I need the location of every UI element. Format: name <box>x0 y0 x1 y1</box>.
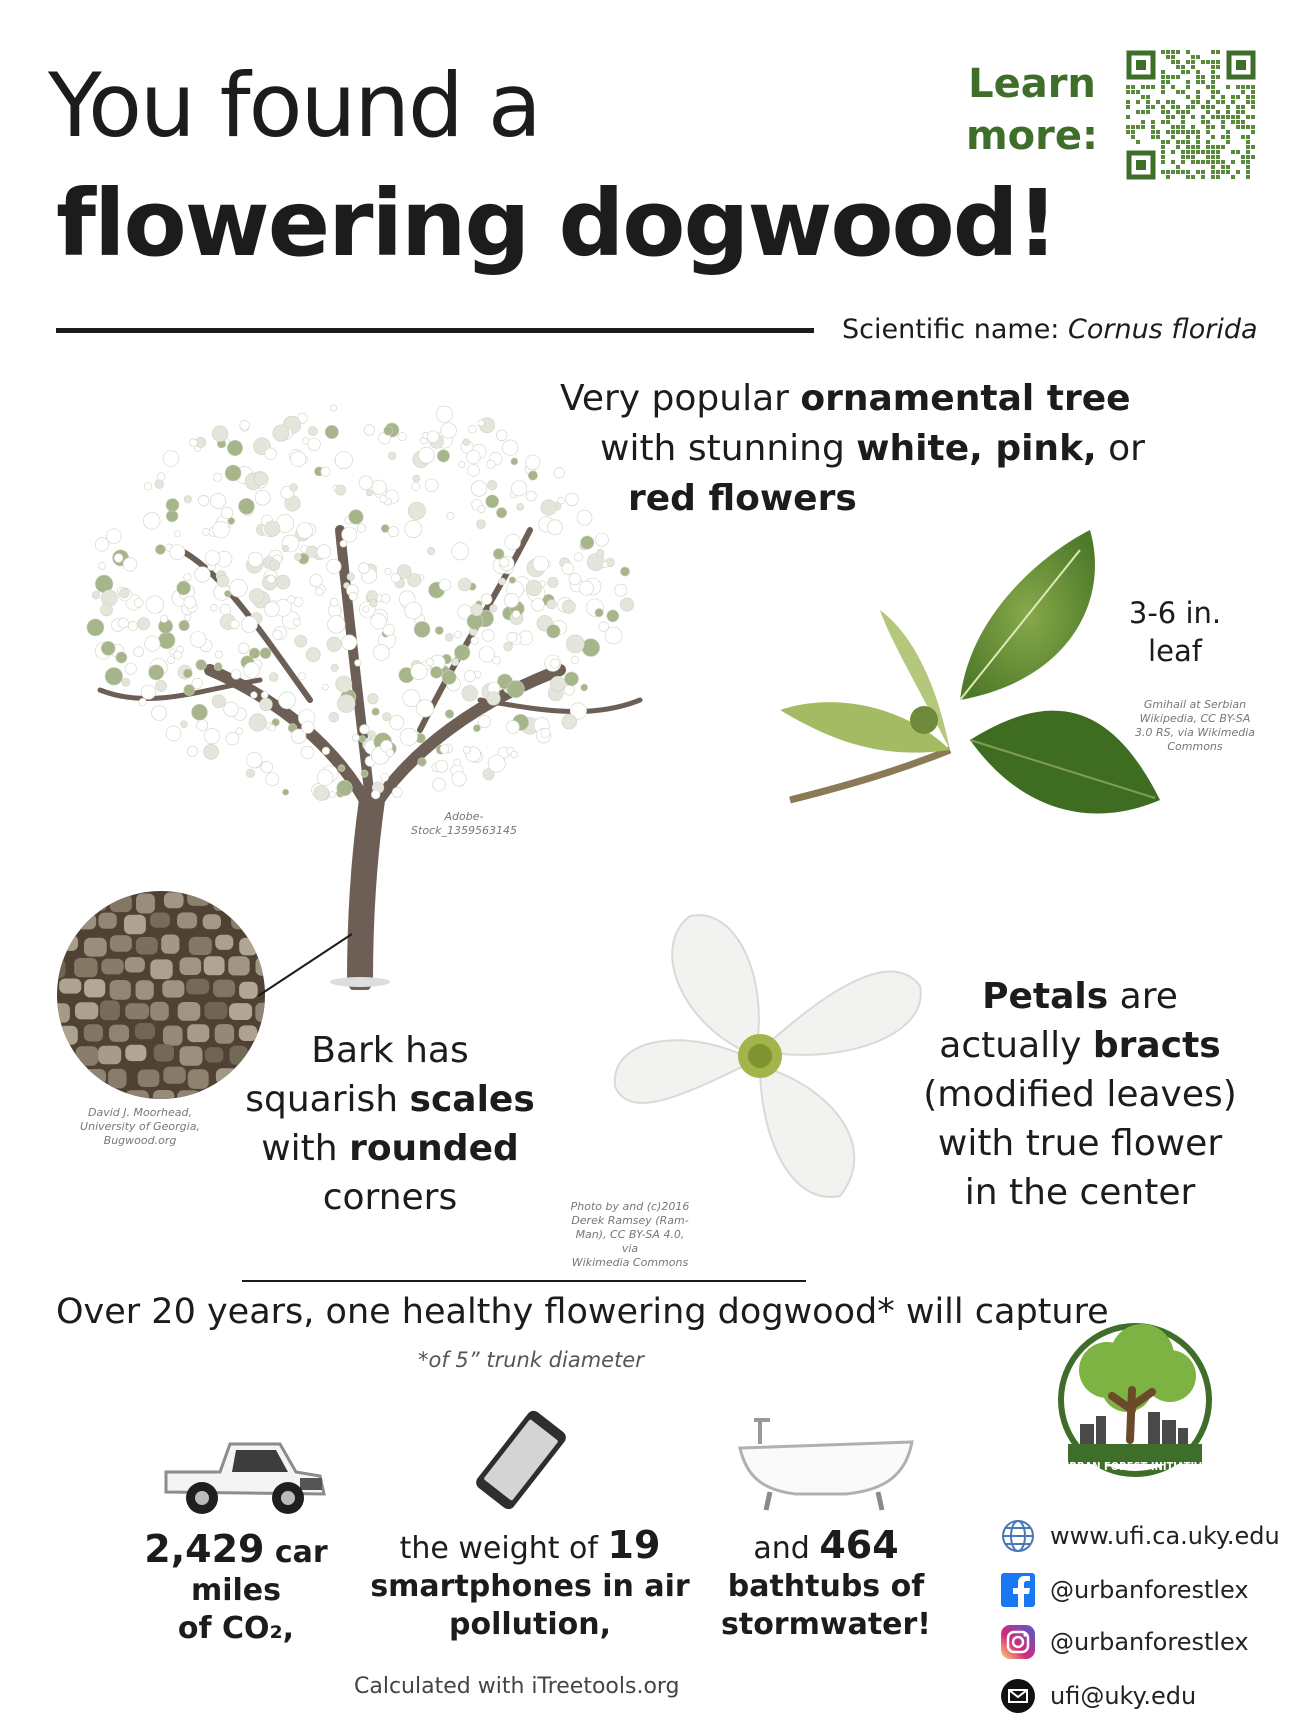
stat-phone-line-2 <box>370 1568 690 1606</box>
stat-car-miles <box>96 1527 376 1648</box>
scientific-species: Cornus florida <box>1067 314 1258 345</box>
stat-tub-pre: and <box>753 1531 820 1566</box>
bark-credit-line: David J. Moorhead, <box>88 1106 192 1119</box>
stat-smartphones <box>370 1523 690 1644</box>
petals-bold-1: Petals <box>982 976 1109 1017</box>
bark-text-3: with <box>261 1128 350 1169</box>
bark-line-1: Bark has <box>311 1030 469 1071</box>
bark-line-3 <box>240 1124 540 1173</box>
flower-credit-line: Man), CC BY-SA 4.0, via <box>575 1228 685 1255</box>
petals-line-3: (modified leaves) <box>923 1074 1237 1115</box>
stat-car-line-1 <box>96 1527 376 1610</box>
leaf-credit-line: Wikipedia, CC BY-SA <box>1139 712 1251 725</box>
bark-credit <box>78 1106 202 1148</box>
stat-tub-line-1 <box>706 1523 946 1568</box>
title-divider <box>56 328 814 333</box>
stat-phone-line-1 <box>370 1523 690 1568</box>
flower-credit-line: Photo by and (c)2016 <box>570 1200 690 1213</box>
instagram-handle[interactable]: @urbanforestlex <box>1050 1628 1249 1656</box>
urban-forest-initiative-logo <box>1052 1320 1218 1480</box>
leaf-credit-line: 3.0 RS, via Wikimedia <box>1134 726 1256 739</box>
stat-tub-text-1: bathtubs of <box>727 1569 925 1604</box>
stat-bathtubs <box>706 1523 946 1644</box>
scientific-name <box>842 314 1258 345</box>
facebook-icon <box>1000 1572 1036 1608</box>
petals-line-4: with true flower <box>937 1123 1223 1164</box>
website-link[interactable]: www.ufi.ca.uky.edu <box>1050 1522 1280 1550</box>
stat-phone-line-3 <box>370 1606 690 1644</box>
tree-credit <box>404 810 524 838</box>
leaf-size-line-2: leaf <box>1148 634 1202 668</box>
smartphone-icon <box>466 1410 576 1510</box>
facebook-handle[interactable]: @urbanforestlex <box>1050 1576 1249 1604</box>
stat-car-text-2: of CO₂, <box>177 1611 295 1646</box>
tree-credit-line: Adobe- <box>444 810 484 823</box>
bark-bold-2: scales <box>409 1079 535 1120</box>
learn-more-line-2: more: <box>965 113 1098 159</box>
instagram-icon <box>1000 1624 1036 1660</box>
section-divider <box>242 1280 806 1282</box>
email-icon <box>1000 1678 1036 1714</box>
flower-credit-line: Derek Ramsey (Ram- <box>571 1214 689 1227</box>
contact-facebook[interactable] <box>1000 1572 1249 1608</box>
contact-instagram[interactable] <box>1000 1624 1249 1660</box>
learn-more-line-1: Learn <box>968 61 1096 107</box>
petals-line-2 <box>910 1021 1250 1070</box>
bark-description <box>240 1026 540 1222</box>
title-line-1: You found a <box>48 54 540 157</box>
leaf-size-line-1: 3-6 in. <box>1128 596 1222 630</box>
bark-line-4: corners <box>322 1177 458 1218</box>
ornamental-bold-3: red flowers <box>628 478 857 519</box>
stat-phone-number: 19 <box>607 1523 661 1567</box>
petals-line-5: in the center <box>964 1172 1196 1213</box>
bathtub-icon <box>736 1414 916 1514</box>
leaf-credit-line: Gmihail at Serbian <box>1143 698 1247 711</box>
bark-line-2 <box>240 1075 540 1124</box>
ornamental-bold-2: white, pink, <box>856 428 1097 469</box>
flower-credit-line: Wikimedia Commons <box>571 1256 689 1269</box>
stat-tub-line-3 <box>706 1606 946 1644</box>
bark-image <box>56 890 266 1100</box>
qr-code[interactable] <box>1126 50 1256 180</box>
learn-more <box>962 58 1102 162</box>
tree-credit-line: Stock_1359563145 <box>411 824 517 837</box>
ornamental-text-3: or <box>1096 428 1145 469</box>
petals-description <box>910 972 1250 1217</box>
scientific-label: Scientific name: <box>842 314 1068 345</box>
capture-headline: Over 20 years, one healthy flowering dogwood* will capture <box>56 1292 1109 1332</box>
stat-tub-text-2: stormwater! <box>721 1607 931 1642</box>
stat-phone-pre: the weight of <box>399 1531 608 1566</box>
stat-car-text-1: car miles <box>190 1535 328 1608</box>
capture-footnote: *of 5” trunk diameter <box>418 1348 644 1372</box>
leaf-size-label <box>1120 594 1230 670</box>
ornamental-text-2: with stunning <box>600 428 857 469</box>
petals-text-2: actually <box>939 1025 1093 1066</box>
petals-text-1: are <box>1108 976 1178 1017</box>
bark-credit-line: University of Georgia, <box>80 1120 200 1133</box>
contact-email[interactable] <box>1000 1678 1196 1714</box>
dogwood-leaf-image <box>770 530 1170 870</box>
ornamental-text-1: Very popular <box>560 378 801 419</box>
calculated-note: Calculated with iTreetools.org <box>354 1674 680 1699</box>
stat-car-number: 2,429 <box>144 1527 265 1571</box>
dogwood-flower-image <box>610 906 930 1206</box>
bark-text-2: squarish <box>245 1079 410 1120</box>
stat-phone-text-2: pollution, <box>449 1607 611 1642</box>
leaf-credit <box>1130 698 1260 754</box>
bark-credit-line: Bugwood.org <box>103 1134 177 1147</box>
title-line-2: flowering dogwood! <box>56 170 1057 277</box>
bark-bold-3: rounded <box>349 1128 519 1169</box>
contact-website[interactable] <box>1000 1518 1280 1554</box>
stat-car-line-2 <box>96 1610 376 1648</box>
email-address[interactable]: ufi@uky.edu <box>1050 1682 1197 1710</box>
petals-bold-2: bracts <box>1092 1025 1221 1066</box>
stat-phone-text-1: smartphones in air <box>370 1569 690 1604</box>
logo-text: URBAN FOREST INITIATIVE <box>1061 1460 1209 1473</box>
globe-icon <box>1000 1518 1036 1554</box>
ornamental-bold-1: ornamental tree <box>800 378 1131 419</box>
stat-tub-number: 464 <box>819 1523 899 1567</box>
bark-pointer-line <box>256 930 356 1000</box>
pickup-truck-icon <box>160 1432 330 1522</box>
petals-line-1 <box>910 972 1250 1021</box>
flower-credit <box>566 1200 694 1270</box>
stat-tub-line-2 <box>706 1568 946 1606</box>
leaf-credit-line: Commons <box>1167 740 1223 753</box>
